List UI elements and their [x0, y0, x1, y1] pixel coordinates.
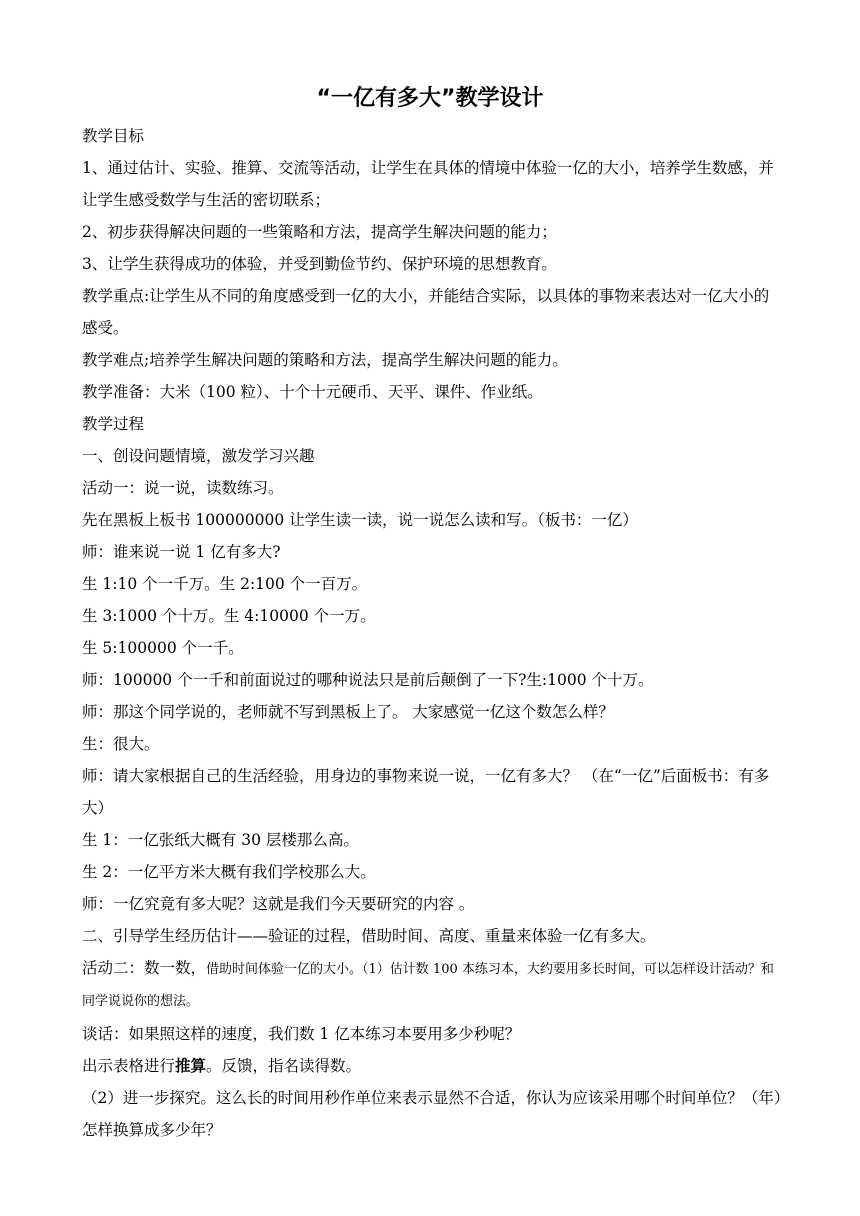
paragraph-section-1: 一、创设问题情境，激发学习兴趣: [82, 447, 315, 465]
paragraph-student-5: 生 5:100000 个一千。: [82, 639, 244, 657]
paragraph-student-1-2: 生 1:10 个一千万。生 2:100 个一百万。: [82, 575, 368, 593]
paragraph-teacher-q4: 师：请大家根据自己的生活经验，用身边的事物来说一说，一亿有多大？ （在“一亿”后面板书：有多大）: [82, 767, 770, 817]
activity-2-lead: 活动二：数一数，: [82, 959, 207, 977]
paragraph-further-explore: （2）进一步探究。这么长的时间用秒作单位来表示显然不合适，你认为应该采用哪个时间单位？（年）怎样换算成多少年？: [82, 1089, 782, 1139]
paragraph-talk: 谈话：如果照这样的速度，我们数 1 亿本练习本要用多少秒呢？: [82, 1025, 521, 1043]
paragraph-tuisuan: [82, 1050, 782, 1082]
paragraph-section-2: 二、引导学生经历估计——验证的过程，借助时间、高度、重量来体验一亿有多大。: [82, 927, 656, 945]
activity-2-rest: 借助时间体验一亿的大小。（1）估计数 100 本练习本，大约要用多长时间，可以怎样设计活动？和同学说说你的想法。: [82, 962, 774, 1009]
paragraph-activity-2: [82, 952, 782, 1018]
paragraph-student-answer: 生：很大。: [82, 735, 160, 753]
paragraph-teacher-q1: 师：谁来说一说 1 亿有多大?: [82, 543, 281, 561]
paragraph-preparation: 教学准备：大米（100 粒）、十个十元硬币、天平、课件、作业纸。: [82, 383, 543, 401]
paragraph-goal-2: 2、初步获得解决问题的一些策略和方法，提高学生解决问题的能力；: [82, 223, 557, 241]
paragraph-teacher-q2: 师：100000 个一千和前面说过的哪种说法只是前后颠倒了一下?生:1000 个十万。: [82, 671, 654, 689]
paragraph-student-answer-2: 生 2：一亿平方米大概有我们学校那么大。: [82, 863, 376, 881]
paragraph-teacher-q3: 师：那这个同学说的，老师就不写到黑板上了。 大家感觉一亿这个数怎么样？: [82, 703, 614, 721]
paragraph-student-answer-1: 生 1：一亿张纸大概有 30 层楼那么高。: [82, 831, 359, 849]
tuisuan-bold: 推算: [175, 1056, 207, 1075]
paragraph-board-write: 先在黑板上板书 100000000 让学生读一读，说一说怎么读和写。（板书：一亿）: [82, 511, 638, 529]
paragraph-process-heading: 教学过程: [82, 415, 145, 433]
paragraph-goal-1: 1、通过估计、实验、推算、交流等活动，让学生在具体的情境中体验一亿的大小，培养学生数感，并让学生感受数学与生活的密切联系；: [82, 159, 774, 209]
paragraph-goal-3: 3、让学生获得成功的体验，并受到勤俭节约、保护环境的思想教育。: [82, 255, 557, 273]
paragraph-teacher-q5: 师：一亿究竟有多大呢？这就是我们今天要研究的内容 。: [82, 895, 475, 913]
paragraph-teaching-goals: 教学目标: [82, 127, 145, 145]
document-body: [82, 120, 782, 1146]
tuisuan-before: 出示表格进行: [82, 1057, 176, 1075]
paragraph-key-point: 教学重点:让学生从不同的角度感受到一亿的大小，并能结合实际，以具体的事物来表达对一亿大小的感受。: [82, 287, 770, 337]
paragraph-difficulty: 教学难点;培养学生解决问题的策略和方法，提高学生解决问题的能力。: [82, 351, 568, 369]
document-title: “一亿有多大”教学设计: [316, 86, 544, 111]
paragraph-student-3-4: 生 3:1000 个十万。生 4:10000 个一万。: [82, 607, 376, 625]
paragraph-activity-1: 活动一：说一说，读数练习。: [82, 479, 284, 497]
tuisuan-after: 。反馈，指名读得数。: [206, 1057, 362, 1075]
